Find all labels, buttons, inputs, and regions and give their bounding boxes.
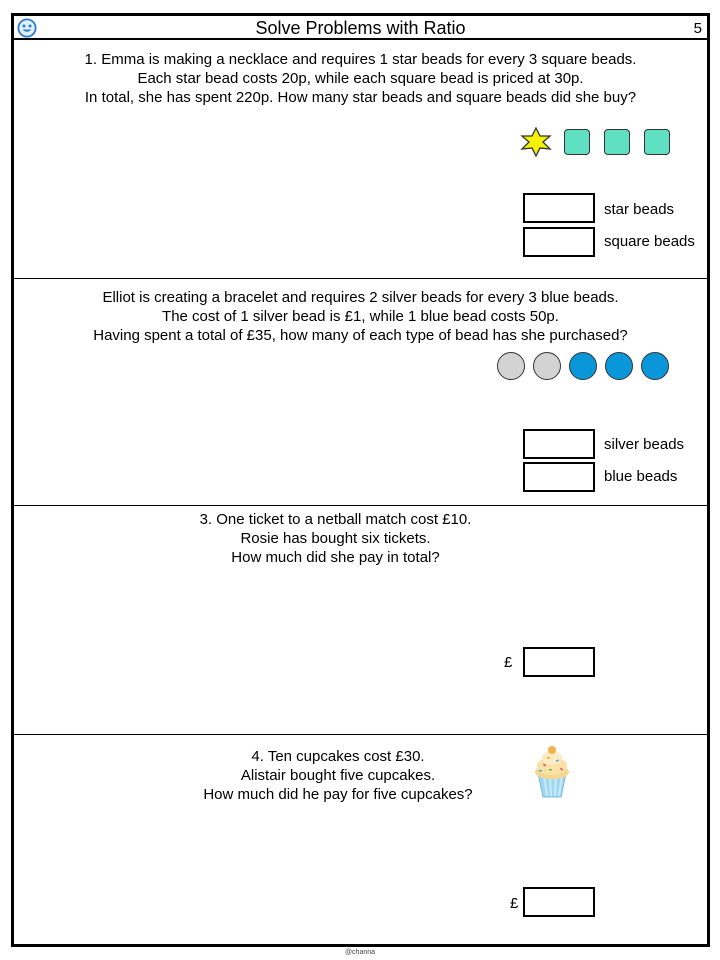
question-3-text [0, 510, 707, 567]
question-4-line-2: Alistair bought five cupcakes. [240, 767, 436, 784]
page-number: 5 [693, 20, 702, 37]
question-2-text [14, 288, 707, 345]
page-title: Solve Problems with Ratio [255, 18, 466, 38]
question-4-text [0, 747, 707, 804]
blue-bead-icon [569, 352, 597, 380]
question-1-line-1: 1. Emma is making a necklace and requires 1 star beads for every 3 square beads. [84, 51, 637, 68]
cupcake-cost-answer-box[interactable] [523, 887, 595, 917]
square-bead-icon [564, 129, 590, 155]
star-beads-answer-box[interactable] [523, 193, 595, 223]
star-beads-label: star beads [604, 201, 675, 218]
blue-bead-icon [605, 352, 633, 380]
blue-beads-label: blue beads [604, 468, 678, 485]
silver-bead-icon [497, 352, 525, 380]
question-3-line-1: 3. One ticket to a netball match cost £10. [199, 511, 472, 528]
question-1-line-3: In total, she has spent 220p. How many star beads and square beads did she buy? [84, 89, 637, 106]
question-1-line-2: Each star bead costs 20p, while each square bead is priced at 30p. [137, 70, 584, 87]
worksheet-header [14, 16, 707, 40]
square-bead-icon [604, 129, 630, 155]
pound-sign: £ [510, 895, 519, 912]
blue-beads-answer-box[interactable] [523, 462, 595, 492]
star-bead-icon [520, 127, 552, 157]
question-3-section [14, 506, 707, 735]
footer-credit: @channa [344, 949, 376, 956]
question-3-line-2: Rosie has bought six tickets. [240, 530, 431, 547]
question-2-line-3: Having spent a total of £35, how many of each type of bead has she purchased? [93, 327, 628, 344]
question-4-line-3: How much did he pay for five cupcakes? [203, 786, 473, 803]
question-1-text [14, 50, 707, 107]
silver-beads-answer-box[interactable] [523, 429, 595, 459]
question-2-section [14, 279, 707, 506]
question-2-line-1: Elliot is creating a bracelet and requires 2 silver beads for every 3 blue beads. [102, 289, 619, 306]
question-1-section [14, 40, 707, 279]
total-cost-answer-box[interactable] [523, 647, 595, 677]
blue-bead-icon [641, 352, 669, 380]
worksheet-page [11, 13, 710, 947]
cupcake-icon [529, 745, 575, 799]
square-beads-label: square beads [604, 233, 695, 250]
square-beads-answer-box[interactable] [523, 227, 595, 257]
question-4-line-1: 4. Ten cupcakes cost £30. [251, 748, 425, 765]
question-4-section [14, 735, 707, 947]
silver-beads-label: silver beads [604, 436, 685, 453]
question-2-line-2: The cost of 1 silver bead is £1, while 1 blue bead costs 50p. [162, 308, 559, 325]
pound-sign: £ [504, 654, 513, 671]
silver-bead-icon [533, 352, 561, 380]
square-bead-icon [644, 129, 670, 155]
question-3-line-3: How much did she pay in total? [231, 549, 440, 566]
